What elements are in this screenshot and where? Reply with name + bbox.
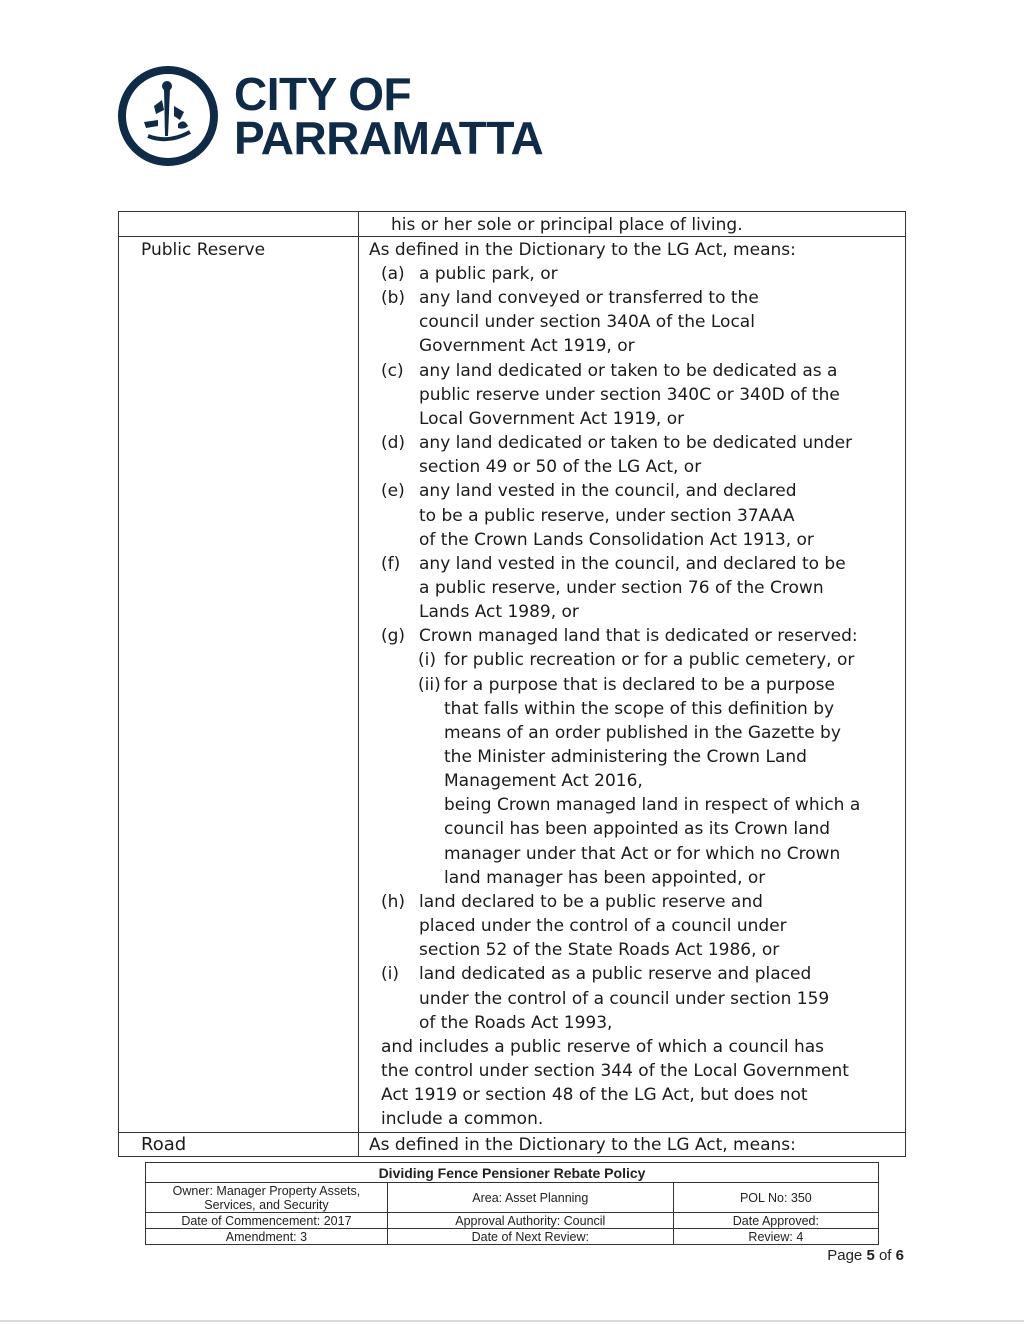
item-line: Crown managed land that is dedicated or reserved:	[419, 626, 858, 647]
continuation-text: his or her sole or principal place of living.	[391, 215, 743, 235]
item-line: public reserve under section 340C or 340D of the	[419, 384, 840, 405]
closing-line: and includes a public reserve of which a council has	[381, 1036, 824, 1057]
item-line: Local Government Act 1919, or	[419, 408, 685, 429]
subitem-line: for a purpose that is declared to be a purpose	[444, 674, 835, 695]
item-label: (a)	[381, 264, 405, 284]
item-label: (f)	[381, 553, 401, 574]
area-cell: Area: Asset Planning	[387, 1183, 673, 1213]
page-of: of	[878, 1247, 892, 1264]
item-line: any land dedicated or taken to be dedicated under	[419, 433, 853, 454]
public-reserve-intro: As defined in the Dictionary to the LG Act, means:	[369, 240, 796, 260]
item-g-tail-line: being Crown managed land in respect of which a	[444, 795, 861, 816]
logo-wordmark	[234, 68, 544, 164]
page-prefix: Page	[827, 1247, 863, 1264]
subitem-label: (i)	[418, 650, 436, 671]
subitem-line: Management Act 2016,	[444, 771, 643, 792]
item-label: (e)	[381, 481, 405, 502]
amendment-cell: Amendment: 3	[146, 1229, 388, 1245]
item-line: Lands Act 1989, or	[419, 602, 579, 623]
policy-title: Dividing Fence Pensioner Rebate Policy	[146, 1163, 879, 1183]
column-divider	[358, 212, 359, 1156]
closing-line: the control under section 344 of the Local Government	[381, 1060, 849, 1081]
item-g-tail-line: land manager has been appointed, or	[444, 867, 766, 888]
logo-line-2: PARRAMATTA	[234, 112, 544, 164]
term-road: Road	[141, 1134, 187, 1155]
item-line: any land conveyed or transferred to the	[419, 288, 759, 309]
item-label: (i)	[381, 964, 399, 985]
item-line: of the Crown Lands Consolidation Act 1913, or	[419, 529, 814, 550]
item-label: (h)	[381, 891, 406, 912]
page-current: 5	[866, 1247, 875, 1264]
item-line: a public park, or	[419, 264, 558, 284]
page-bottom-rule	[0, 1320, 1024, 1322]
next-review-cell: Date of Next Review:	[387, 1229, 673, 1245]
item-line: any land vested in the council, and declared to be	[419, 553, 846, 574]
parramatta-emblem-icon	[118, 66, 218, 166]
item-line: Government Act 1919, or	[419, 336, 635, 357]
item-line: land dedicated as a public reserve and placed	[419, 964, 812, 985]
closing-line: Act 1919 or section 48 of the LG Act, but does not	[381, 1085, 808, 1106]
subitem-line: means of an order published in the Gazette by	[444, 722, 841, 743]
item-line: of the Roads Act 1993,	[419, 1012, 613, 1033]
item-g-tail-line: council has been appointed as its Crown land	[444, 819, 831, 840]
policy-footer-table	[145, 1162, 879, 1245]
item-line: section 52 of the State Roads Act 1986, or	[419, 940, 780, 961]
city-of-parramatta-logo	[118, 66, 543, 166]
subitem-line: for public recreation or for a public cemetery, or	[444, 650, 855, 671]
item-g-tail-line: manager under that Act or for which no Crown	[444, 843, 841, 864]
review-cell: Review: 4	[673, 1229, 878, 1245]
item-line: any land dedicated or taken to be dedicated as a	[419, 360, 838, 381]
subitem-line: the Minister administering the Crown Land	[444, 747, 807, 767]
item-line: council under section 340A of the Local	[419, 312, 755, 333]
item-line: section 49 or 50 of the LG Act, or	[419, 457, 702, 478]
closing-line: include a common.	[381, 1109, 544, 1130]
subitem-line: that falls within the scope of this definition by	[444, 698, 835, 719]
pol-no-cell: POL No: 350	[673, 1183, 878, 1213]
road-intro: As defined in the Dictionary to the LG Act, means:	[369, 1135, 796, 1155]
item-label: (c)	[381, 360, 404, 381]
subitem-label: (ii)	[418, 674, 441, 695]
item-label: (d)	[381, 433, 406, 454]
item-label: (g)	[381, 626, 406, 647]
item-line: a public reserve, under section 76 of the Crown	[419, 577, 824, 598]
page-number	[827, 1247, 904, 1264]
page-total: 6	[895, 1247, 904, 1264]
approval-authority-cell: Approval Authority: Council	[387, 1213, 673, 1229]
item-line: placed under the control of a council under	[419, 916, 787, 937]
commencement-cell: Date of Commencement: 2017	[146, 1213, 388, 1229]
definitions-table	[118, 211, 906, 1157]
item-line: to be a public reserve, under section 37AAA	[419, 505, 795, 526]
item-line: under the control of a council under section 159	[419, 988, 830, 1009]
item-line: any land vested in the council, and declared	[419, 481, 797, 502]
logo-line-1: CITY OF	[234, 68, 412, 120]
item-line: land declared to be a public reserve and	[419, 891, 763, 912]
owner-cell: Owner: Manager Property Assets, Services, and Security	[146, 1183, 388, 1213]
term-public-reserve: Public Reserve	[141, 240, 266, 260]
date-approved-cell: Date Approved:	[673, 1213, 878, 1229]
item-label: (b)	[381, 288, 406, 309]
